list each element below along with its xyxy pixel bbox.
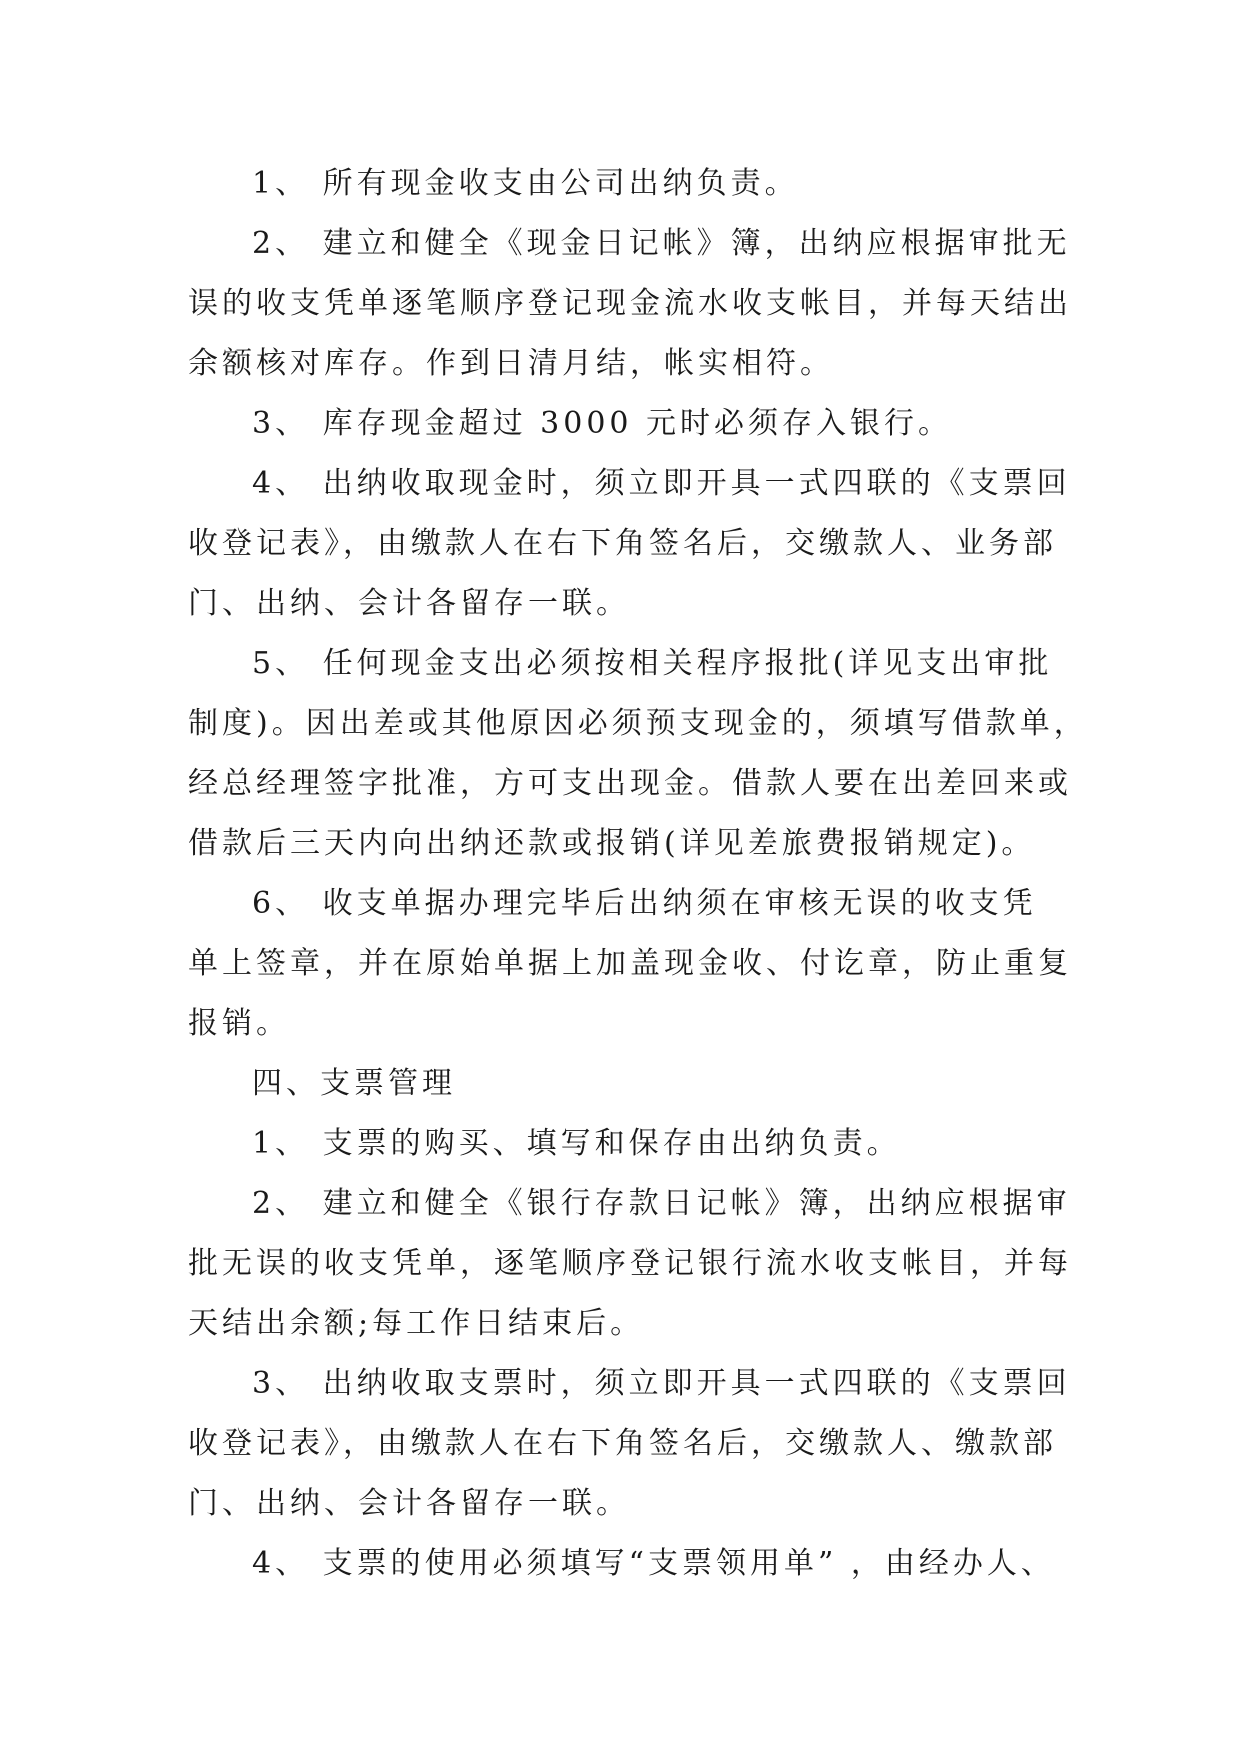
text-line: 单上签章，并在原始单据上加盖现金收、付讫章，防止重复 xyxy=(188,946,1072,981)
text-line: 4、 出纳收取现金时，须立即开具一式四联的《支票回 xyxy=(252,466,1071,501)
text-line: 3、 库存现金超过 3000 元时必须存入银行。 xyxy=(252,406,953,441)
text-line: 余额核对库存。作到日清月结，帐实相符。 xyxy=(188,346,834,381)
text-line: 门、出纳、会计各留存一联。 xyxy=(188,586,630,621)
text-line: 借款后三天内向出纳还款或报销(详见差旅费报销规定)。 xyxy=(188,826,1036,861)
text-line: 2、 建立和健全《现金日记帐》簿，出纳应根据审批无 xyxy=(252,226,1071,261)
text-line: 2、 建立和健全《银行存款日记帐》簿，出纳应根据审 xyxy=(252,1186,1071,1221)
section-heading: 四、支票管理 xyxy=(252,1066,456,1101)
text-line: 制度)。因出差或其他原因必须预支现金的，须填写借款单， xyxy=(188,706,1088,741)
text-line: 收登记表》，由缴款人在右下角签名后，交缴款人、业务部 xyxy=(188,526,1057,561)
text-line: 3、 出纳收取支票时，须立即开具一式四联的《支票回 xyxy=(252,1366,1071,1401)
text-line: 收登记表》，由缴款人在右下角签名后，交缴款人、缴款部 xyxy=(188,1426,1057,1461)
text-line: 门、出纳、会计各留存一联。 xyxy=(188,1486,630,1521)
text-line: 误的收支凭单逐笔顺序登记现金流水收支帐目，并每天结出 xyxy=(188,286,1072,321)
text-line: 1、 支票的购买、填写和保存由出纳负责。 xyxy=(252,1126,901,1161)
text-line: 6、 收支单据办理完毕后出纳须在审核无误的收支凭 xyxy=(252,886,1037,921)
text-line: 报销。 xyxy=(188,1006,290,1041)
text-line: 天结出余额;每工作日结束后。 xyxy=(188,1306,645,1341)
text-line: 批无误的收支凭单，逐笔顺序登记银行流水收支帐目，并每 xyxy=(188,1246,1072,1281)
text-line: 5、 任何现金支出必须按相关程序报批(详见支出审批 xyxy=(252,646,1053,681)
text-line: 1、 所有现金收支由公司出纳负责。 xyxy=(252,166,799,201)
text-line: 4、 支票的使用必须填写“支票领用单” ，由经办人、 xyxy=(252,1546,1055,1581)
text-line: 经总经理签字批准，方可支出现金。借款人要在出差回来或 xyxy=(188,766,1072,801)
